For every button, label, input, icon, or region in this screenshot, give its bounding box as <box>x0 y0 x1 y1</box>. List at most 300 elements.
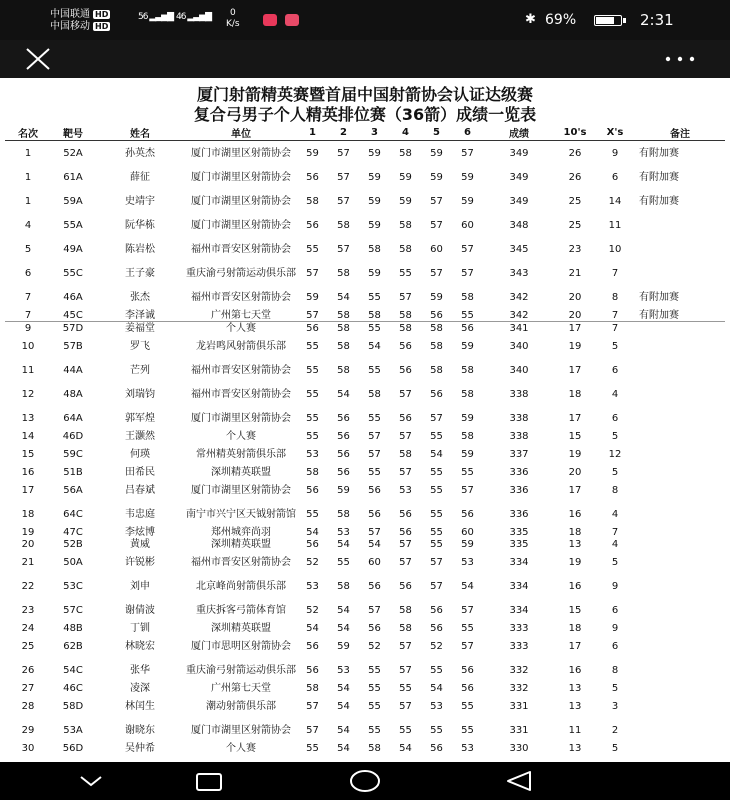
chevron-down-icon[interactable] <box>78 771 104 791</box>
tens-cell: 21 <box>568 267 582 279</box>
column-header: 成绩 <box>483 125 555 141</box>
tens-cell: 20 <box>568 309 582 321</box>
table-row <box>5 502 725 526</box>
hd-badge: HD <box>95 10 109 19</box>
column-header: 1 <box>297 125 328 141</box>
end-6-cell: 57 <box>461 484 474 496</box>
table-row <box>5 141 725 166</box>
unit-cell: 厦门市思明区射箭协会 <box>191 640 291 652</box>
unit-cell: 南宁市兴宁区天钺射箭馆 <box>186 508 296 520</box>
end-4-cell: 58 <box>399 219 412 231</box>
end-3-cell: 59 <box>368 195 381 207</box>
tens-cell: 18 <box>568 526 582 538</box>
column-header: 单位 <box>185 125 297 141</box>
note-cell <box>635 406 725 430</box>
end-4-cell: 56 <box>399 508 412 520</box>
rank-cell: 1 <box>24 147 32 159</box>
end-6-cell: 53 <box>461 556 474 568</box>
unit-cell: 广州第七天堂 <box>211 682 271 694</box>
table-row <box>5 165 725 189</box>
total-cell: 336 <box>509 508 529 520</box>
note-cell <box>635 550 725 574</box>
end-4-cell: 56 <box>399 364 412 376</box>
end-3-cell: 56 <box>368 484 381 496</box>
note-cell <box>635 718 725 742</box>
end-5-cell: 55 <box>430 430 443 442</box>
end-6-cell: 59 <box>461 412 474 424</box>
unit-cell: 福州市晋安区射箭协会 <box>191 364 291 376</box>
note-cell <box>635 382 725 406</box>
table-row <box>5 382 725 406</box>
note-cell: 有附加赛 <box>639 309 679 321</box>
table-row <box>5 478 725 502</box>
target-cell: 64C <box>63 508 83 520</box>
end-1-cell: 59 <box>306 147 319 159</box>
end-4-cell: 58 <box>399 622 412 634</box>
target-cell: 55C <box>63 267 83 279</box>
name-cell: 薛征 <box>130 171 150 183</box>
target-cell: 49A <box>63 243 83 255</box>
rank-cell: 18 <box>21 508 35 520</box>
end-2-cell: 56 <box>337 430 350 442</box>
end-6-cell: 57 <box>461 243 474 255</box>
name-cell: 黄威 <box>130 538 150 550</box>
note-cell <box>635 574 725 598</box>
name-cell: 凌深 <box>130 682 150 694</box>
xs-cell: 8 <box>611 291 619 303</box>
end-4-cell: 58 <box>399 604 412 616</box>
end-4-cell: 57 <box>399 291 412 303</box>
total-cell: 331 <box>509 700 529 712</box>
end-4-cell: 55 <box>399 724 412 736</box>
end-2-cell: 58 <box>328 322 359 335</box>
end-2-cell: 58 <box>337 219 350 231</box>
end-3-cell: 57 <box>368 448 381 460</box>
end-3-cell: 58 <box>368 388 381 400</box>
rank-cell: 21 <box>21 556 35 568</box>
end-5-cell: 53 <box>430 700 443 712</box>
end-5-cell: 55 <box>430 724 443 736</box>
battery-icon <box>594 15 622 26</box>
end-2-cell: 58 <box>337 340 350 352</box>
end-2-cell: 54 <box>337 682 350 694</box>
end-4-cell: 58 <box>390 322 421 335</box>
total-cell: 337 <box>509 448 529 460</box>
end-3-cell: 58 <box>368 243 381 255</box>
end-1-cell: 56 <box>297 322 328 335</box>
end-3-cell: 59 <box>368 171 381 183</box>
note-cell <box>635 634 725 658</box>
end-2-cell: 58 <box>337 267 350 279</box>
tens-cell: 26 <box>568 171 582 183</box>
end-1-cell: 56 <box>306 484 319 496</box>
end-1-cell: 55 <box>306 243 319 255</box>
note-cell <box>635 682 725 694</box>
unit-cell: 厦门市湖里区射箭协会 <box>191 195 291 207</box>
total-cell: 332 <box>509 664 529 676</box>
name-cell: 王子豪 <box>125 267 155 279</box>
tens-cell: 17 <box>568 364 582 376</box>
note-cell <box>635 478 725 502</box>
end-2-cell: 59 <box>337 484 350 496</box>
note-cell <box>635 358 725 382</box>
hd-badge: HD <box>95 22 109 31</box>
end-4-cell: 57 <box>399 430 412 442</box>
end-5-cell: 55 <box>430 484 443 496</box>
unit-cell: 厦门市湖里区射箭协会 <box>191 412 291 424</box>
home-icon[interactable] <box>348 769 382 793</box>
table-row <box>5 622 725 634</box>
end-2-cell: 54 <box>337 291 350 303</box>
tens-cell: 17 <box>555 322 595 335</box>
end-4-cell: 58 <box>399 448 412 460</box>
status-bar <box>0 0 730 40</box>
total-cell: 333 <box>509 640 529 652</box>
xs-cell: 6 <box>611 171 619 183</box>
rank-cell: 20 <box>21 538 35 550</box>
rank-cell: 19 <box>21 526 35 538</box>
end-2-cell: 53 <box>337 526 350 538</box>
end-1-cell: 55 <box>306 430 319 442</box>
xs-cell: 3 <box>611 700 619 712</box>
end-5-cell: 56 <box>430 388 443 400</box>
rank-cell: 23 <box>21 604 35 616</box>
end-5-cell: 58 <box>430 340 443 352</box>
end-5-cell: 57 <box>430 556 443 568</box>
table-row <box>5 430 725 442</box>
column-header: 4 <box>390 125 421 141</box>
total-cell: 345 <box>509 243 529 255</box>
end-5-cell: 57 <box>430 219 443 231</box>
target-cell: 46C <box>63 682 83 694</box>
end-6-cell: 56 <box>461 508 474 520</box>
rank-cell: 5 <box>24 243 32 255</box>
end-1-cell: 56 <box>306 538 319 550</box>
rank-cell: 28 <box>21 700 35 712</box>
unit-cell: 常州精英射箭俱乐部 <box>196 448 286 460</box>
end-3-cell: 55 <box>368 291 381 303</box>
table-row <box>5 322 725 335</box>
total-cell: 348 <box>509 219 529 231</box>
table-row <box>5 526 725 538</box>
table-row <box>5 213 725 237</box>
total-cell: 349 <box>509 147 529 159</box>
table-row <box>5 334 725 358</box>
end-2-cell: 57 <box>337 147 350 159</box>
total-cell: 338 <box>509 430 529 442</box>
note-cell <box>635 237 725 261</box>
tens-cell: 23 <box>568 243 582 255</box>
total-cell: 338 <box>509 412 529 424</box>
rank-cell: 1 <box>24 195 32 207</box>
end-5-cell: 56 <box>430 604 443 616</box>
rank-cell: 27 <box>21 682 35 694</box>
rank-cell: 4 <box>24 219 32 231</box>
target-cell: 57B <box>63 340 83 352</box>
end-5-cell: 60 <box>430 243 443 255</box>
total-cell: 334 <box>509 604 529 616</box>
xs-cell: 7 <box>611 267 619 279</box>
column-header: 5 <box>421 125 452 141</box>
end-6-cell: 53 <box>461 742 474 754</box>
name-cell: 姜福堂 <box>95 322 185 335</box>
end-3-cell: 60 <box>368 556 381 568</box>
end-5-cell: 56 <box>430 309 443 321</box>
note-cell <box>635 694 725 718</box>
note-cell <box>635 466 725 478</box>
tens-cell: 18 <box>568 622 582 634</box>
end-5-cell: 57 <box>430 412 443 424</box>
end-4-cell: 58 <box>399 243 412 255</box>
note-cell: 有附加赛 <box>639 147 679 159</box>
note-cell <box>635 430 725 442</box>
table-header <box>5 125 725 141</box>
end-6-cell: 58 <box>461 430 474 442</box>
end-3-cell: 57 <box>368 604 381 616</box>
net-speed-value: 0 <box>229 8 236 18</box>
end-1-cell: 56 <box>306 219 319 231</box>
table-row <box>5 658 725 682</box>
end-4-cell: 57 <box>399 664 412 676</box>
name-cell: 王灏然 <box>125 430 155 442</box>
target-cell: 48A <box>63 388 83 400</box>
total-cell: 343 <box>509 267 529 279</box>
tens-cell: 26 <box>568 147 582 159</box>
unit-cell: 福州市晋安区射箭协会 <box>191 291 291 303</box>
unit-cell: 福州市晋安区射箭协会 <box>191 388 291 400</box>
table-row <box>5 466 725 478</box>
rank-cell: 30 <box>21 742 35 754</box>
column-header: X's <box>595 125 635 141</box>
tens-cell: 17 <box>568 412 582 424</box>
rank-cell: 25 <box>21 640 35 652</box>
unit-cell: 个人赛 <box>226 742 256 754</box>
battery-fill <box>596 17 614 24</box>
end-1-cell: 56 <box>306 664 319 676</box>
end-2-cell: 58 <box>337 309 350 321</box>
name-cell: 孙英杰 <box>125 147 155 159</box>
end-1-cell: 58 <box>306 466 319 478</box>
tens-cell: 15 <box>568 604 582 616</box>
name-cell: 陈岩松 <box>125 243 155 255</box>
note-cell <box>635 442 725 466</box>
target-cell: 59C <box>63 448 83 460</box>
end-6-cell: 59 <box>461 538 474 550</box>
end-1-cell: 54 <box>306 622 319 634</box>
end-6-cell: 57 <box>461 640 474 652</box>
back-icon[interactable] <box>505 770 533 792</box>
end-5-cell: 54 <box>430 448 443 460</box>
end-3-cell: 55 <box>368 700 381 712</box>
end-4-cell: 53 <box>399 484 412 496</box>
name-cell: 林晓宏 <box>125 640 155 652</box>
target-cell: 59A <box>63 195 83 207</box>
carrier-2 <box>50 21 110 33</box>
end-1-cell: 55 <box>306 340 319 352</box>
signal-2-icon: 46 ▂▃▅▇ <box>176 12 211 22</box>
end-3-cell: 55 <box>368 724 381 736</box>
rank-cell: 26 <box>21 664 35 676</box>
end-5-cell: 56 <box>430 622 443 634</box>
column-header: 10's <box>555 125 595 141</box>
end-5-cell: 59 <box>430 147 443 159</box>
end-2-cell: 53 <box>337 664 350 676</box>
end-1-cell: 55 <box>306 742 319 754</box>
end-6-cell: 59 <box>461 171 474 183</box>
xs-cell: 8 <box>611 664 619 676</box>
end-2-cell: 54 <box>337 538 350 550</box>
end-5-cell: 55 <box>430 526 443 538</box>
name-cell: 何瑛 <box>130 448 150 460</box>
xs-cell: 5 <box>611 466 619 478</box>
end-6-cell: 58 <box>461 388 474 400</box>
document-title-2: 复合弓男子个人精英排位赛（36箭）成绩一览表 <box>193 105 537 124</box>
rank-cell: 22 <box>21 580 35 592</box>
end-3-cell: 58 <box>368 742 381 754</box>
total-cell: 340 <box>509 340 529 352</box>
target-cell: 61A <box>63 171 83 183</box>
note-cell <box>635 658 725 682</box>
rank-cell: 1 <box>24 171 32 183</box>
name-cell: 史靖宇 <box>125 195 155 207</box>
end-2-cell: 58 <box>337 508 350 520</box>
xs-cell: 11 <box>608 219 622 231</box>
close-icon[interactable] <box>24 46 52 72</box>
notification-app-icon <box>263 14 277 26</box>
name-cell: 谢倩波 <box>125 604 155 616</box>
end-4-cell: 55 <box>399 267 412 279</box>
document-title-1: 厦门射箭精英赛暨首届中国射箭协会认证达级赛 <box>196 85 533 104</box>
table-row <box>5 442 725 466</box>
end-4-cell: 58 <box>399 147 412 159</box>
column-header: 靶号 <box>51 125 95 141</box>
tens-cell: 19 <box>568 340 582 352</box>
rank-cell: 7 <box>24 309 32 321</box>
tens-cell: 19 <box>568 448 582 460</box>
end-6-cell: 58 <box>461 364 474 376</box>
end-1-cell: 58 <box>306 195 319 207</box>
xs-cell: 6 <box>611 412 619 424</box>
tens-cell: 13 <box>568 700 582 712</box>
note-cell <box>635 213 725 237</box>
end-3-cell: 58 <box>368 309 381 321</box>
end-1-cell: 55 <box>306 364 319 376</box>
tens-cell: 19 <box>568 556 582 568</box>
unit-cell: 重庆渝弓射箭运动俱乐部 <box>186 664 296 676</box>
end-4-cell: 57 <box>399 700 412 712</box>
end-4-cell: 59 <box>399 195 412 207</box>
name-cell: 罗飞 <box>130 340 150 352</box>
target-cell: 46A <box>63 291 83 303</box>
navigation-bar <box>0 762 730 800</box>
total-cell: 335 <box>509 538 529 550</box>
results-document <box>0 78 730 762</box>
end-1-cell: 55 <box>306 388 319 400</box>
xs-cell: 7 <box>611 526 619 538</box>
end-3-cell: 56 <box>368 622 381 634</box>
more-icon[interactable] <box>660 49 700 69</box>
end-6-cell: 55 <box>461 700 474 712</box>
end-1-cell: 57 <box>306 267 319 279</box>
recent-apps-icon[interactable] <box>195 772 223 792</box>
end-4-cell: 57 <box>399 556 412 568</box>
target-cell: 46D <box>62 430 84 442</box>
end-4-cell: 57 <box>399 538 412 550</box>
end-6-cell: 59 <box>461 340 474 352</box>
column-header: 名次 <box>5 125 51 141</box>
target-cell: 52A <box>63 147 83 159</box>
name-cell: 刘申 <box>130 580 150 592</box>
end-4-cell: 57 <box>399 388 412 400</box>
target-cell: 55A <box>63 219 83 231</box>
target-cell: 62B <box>63 640 83 652</box>
tens-cell: 11 <box>568 724 582 736</box>
note-cell <box>635 334 725 358</box>
tens-cell: 16 <box>568 580 582 592</box>
name-cell: 吴仲希 <box>125 742 155 754</box>
end-2-cell: 54 <box>337 700 350 712</box>
name-cell: 芒列 <box>130 364 150 376</box>
xs-cell: 9 <box>611 580 619 592</box>
end-4-cell: 56 <box>399 340 412 352</box>
tens-cell: 20 <box>568 291 582 303</box>
signal-1-label: 56 <box>138 12 148 22</box>
signal-1-icon: 56 ▂▃▅▇ <box>138 12 173 22</box>
end-6-cell: 58 <box>461 291 474 303</box>
note-cell <box>635 622 725 634</box>
end-1-cell: 55 <box>306 412 319 424</box>
table-row <box>5 538 725 550</box>
tens-cell: 17 <box>568 640 582 652</box>
end-5-cell: 57 <box>430 580 443 592</box>
name-cell: 许锐彬 <box>125 556 155 568</box>
end-3-cell: 54 <box>368 538 381 550</box>
target-cell: 64A <box>63 412 83 424</box>
unit-cell: 深圳精英联盟 <box>211 538 271 550</box>
end-5-cell: 57 <box>430 195 443 207</box>
note-cell <box>635 261 725 285</box>
table-row <box>5 285 725 309</box>
battery-tip <box>623 18 626 23</box>
rank-cell: 14 <box>21 430 35 442</box>
table-row <box>5 742 725 754</box>
end-1-cell: 59 <box>306 291 319 303</box>
end-6-cell: 55 <box>461 466 474 478</box>
name-cell: 阮华栋 <box>125 219 155 231</box>
target-cell: 50A <box>63 556 83 568</box>
end-5-cell: 57 <box>430 267 443 279</box>
table-row <box>5 261 725 285</box>
xs-cell: 9 <box>611 622 619 634</box>
unit-cell: 厦门市湖里区射箭协会 <box>191 484 291 496</box>
xs-cell: 12 <box>608 448 622 460</box>
tens-cell: 20 <box>568 466 582 478</box>
note-cell <box>635 502 725 526</box>
end-1-cell: 57 <box>306 700 319 712</box>
xs-cell: 9 <box>611 147 619 159</box>
end-2-cell: 54 <box>337 742 350 754</box>
end-5-cell: 55 <box>430 466 443 478</box>
end-3-cell: 57 <box>368 526 381 538</box>
note-cell <box>635 526 725 538</box>
unit-cell: 福州市晋安区射箭协会 <box>191 556 291 568</box>
note-cell: 有附加赛 <box>639 171 679 183</box>
target-cell: 52B <box>63 538 83 550</box>
column-header: 2 <box>328 125 359 141</box>
end-2-cell: 54 <box>337 724 350 736</box>
end-3-cell: 52 <box>368 640 381 652</box>
target-cell: 53A <box>63 724 83 736</box>
